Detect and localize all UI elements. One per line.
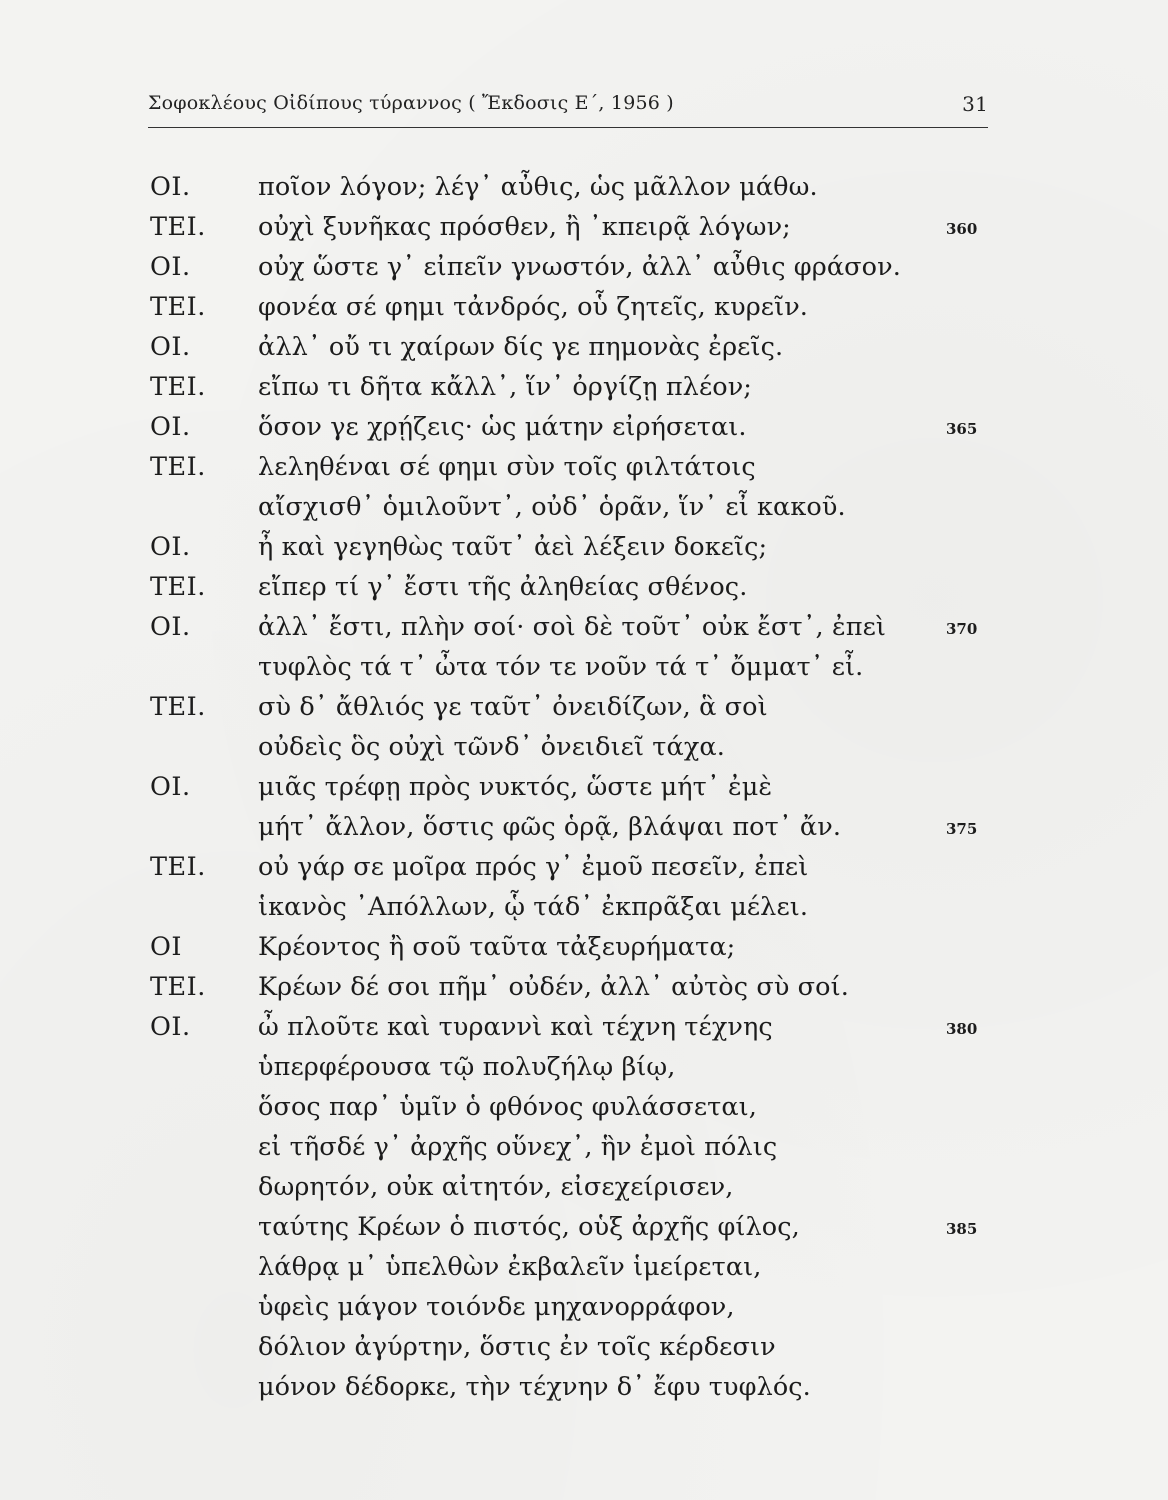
verse-text: ὑπερφέρουσα τῷ πολυζήλῳ βίῳ, — [258, 1052, 676, 1082]
speaker-label: ΤΕΙ. — [150, 572, 206, 602]
speaker-label: ΤΕΙ. — [150, 212, 206, 242]
verse-line — [0, 846, 1168, 888]
speaker-label: ΟΙ. — [150, 252, 191, 282]
verse-text: ὅσος παρ᾽ ὑμῖν ὁ φθόνος φυλάσσεται, — [258, 1092, 757, 1122]
speaker-label: ΟΙ. — [150, 1012, 191, 1042]
verse-text: δόλιον ἀγύρτην, ὅστις ἐν τοῖς κέρδεσιν — [258, 1332, 776, 1362]
verse-line — [0, 1166, 1168, 1208]
speaker-label: ΤΕΙ. — [150, 372, 206, 402]
speaker-label: ΟΙ. — [150, 532, 191, 562]
speaker-label: ΤΕΙ. — [150, 852, 206, 882]
line-number: 370 — [946, 620, 978, 638]
verse-line — [0, 166, 1168, 208]
verse-line — [0, 606, 1168, 648]
speaker-label: ΤΕΙ. — [150, 452, 206, 482]
verse-line — [0, 1126, 1168, 1168]
verse-line — [0, 886, 1168, 928]
verse-text: Κρέοντος ἢ σοῦ ταῦτα τἀξευρήματα; — [258, 932, 736, 962]
verse-text: μόνον δέδορκε, τὴν τέχνην δ᾽ ἔφυ τυφλός. — [258, 1372, 811, 1402]
verse-text: ὅσον γε χρῄζεις· ὡς μάτην εἰρήσεται. — [258, 412, 747, 442]
verse-line — [0, 1046, 1168, 1088]
page-number: 31 — [962, 92, 988, 116]
line-number: 380 — [946, 1020, 978, 1038]
verse-text: λάθρᾳ μ᾽ ὑπελθὼν ἐκβαλεῖν ἱμείρεται, — [258, 1252, 762, 1282]
verse-line — [0, 406, 1168, 448]
verse-line — [0, 486, 1168, 528]
verse-line — [0, 1206, 1168, 1248]
verse-line — [0, 326, 1168, 368]
speaker-label: ΟΙ. — [150, 412, 191, 442]
verse-text: οὐχὶ ξυνῆκας πρόσθεν, ἢ ᾽κπειρᾷ λόγων; — [258, 212, 791, 242]
verse-line — [0, 1006, 1168, 1048]
verse-line — [0, 566, 1168, 608]
verse-line — [0, 806, 1168, 848]
verse-text: ὑφεὶς μάγον τοιόνδε μηχανορράφον, — [258, 1292, 735, 1322]
verse-line — [0, 966, 1168, 1008]
verse-text: ἀλλ᾽ ἔστι, πλὴν σοί· σοὶ δὲ τοῦτ᾽ οὐκ ἔστ᾽, ἐπεὶ — [258, 612, 887, 642]
speaker-label: ΤΕΙ. — [150, 692, 206, 722]
verse-line — [0, 446, 1168, 488]
verse-text: ἀλλ᾽ οὔ τι χαίρων δίς γε πημονὰς ἐρεῖς. — [258, 332, 784, 362]
verse-text: εἴπερ τί γ᾽ ἔστι τῆς ἀληθείας σθένος. — [258, 572, 748, 602]
verse-text: ταύτης Κρέων ὁ πιστός, οὑξ ἀρχῆς φίλος, — [258, 1212, 800, 1242]
speaker-label: ΟΙ. — [150, 612, 191, 642]
speaker-label: ΟΙ. — [150, 172, 191, 202]
verse-line — [0, 766, 1168, 808]
verse-text: λεληθέναι σέ φημι σὺν τοῖς φιλτάτοις — [258, 452, 756, 482]
line-number: 365 — [946, 420, 978, 438]
verse-text: εἰ τῆσδέ γ᾽ ἀρχῆς οὕνεχ᾽, ἣν ἐμοὶ πόλις — [258, 1132, 778, 1162]
verse-text: εἴπω τι δῆτα κἄλλ᾽, ἵν᾽ ὀργίζῃ πλέον; — [258, 372, 753, 402]
verse-text: οὐχ ὥστε γ᾽ εἰπεῖν γνωστόν, ἀλλ᾽ αὖθις φράσον. — [258, 252, 901, 282]
verse-line — [0, 726, 1168, 768]
verse-text: μιᾶς τρέφῃ πρὸς νυκτός, ὥστε μήτ᾽ ἐμὲ — [258, 772, 773, 802]
line-number: 360 — [946, 220, 978, 238]
verse-line — [0, 366, 1168, 408]
verse-line — [0, 1366, 1168, 1408]
verse-text: τυφλὸς τά τ᾽ ὦτα τόν τε νοῦν τά τ᾽ ὄμματ᾽ εἶ. — [258, 652, 864, 682]
verse-line — [0, 926, 1168, 968]
speaker-label: ΟΙ. — [150, 332, 191, 362]
verse-line — [0, 1246, 1168, 1288]
line-number: 385 — [946, 1220, 978, 1238]
verse-text: ποῖον λόγον; λέγ᾽ αὖθις, ὡς μᾶλλον μάθω. — [258, 172, 818, 202]
verse-line — [0, 206, 1168, 248]
verse-line — [0, 286, 1168, 328]
line-number: 375 — [946, 820, 978, 838]
verse-text: Κρέων δέ σοι πῆμ᾽ οὐδέν, ἀλλ᾽ αὐτὸς σὺ σοί. — [258, 972, 849, 1002]
verse-text: ὦ πλοῦτε καὶ τυραννὶ καὶ τέχνη τέχνης — [258, 1012, 773, 1042]
verse-text: οὐ γάρ σε μοῖρα πρός γ᾽ ἐμοῦ πεσεῖν, ἐπεὶ — [258, 852, 809, 882]
verse-text: μήτ᾽ ἄλλον, ὅστις φῶς ὁρᾷ, βλάψαι ποτ᾽ ἄν. — [258, 812, 842, 842]
verse-line — [0, 246, 1168, 288]
speaker-label: ΟΙ. — [150, 772, 191, 802]
verse-line — [0, 1086, 1168, 1128]
verse-text: ἦ καὶ γεγηθὼς ταῦτ᾽ ἀεὶ λέξειν δοκεῖς; — [258, 532, 768, 562]
header-title: Σοφοκλέους Οἰδίπους τύραννος ( Ἔκδοσις Ε΄, 1956 ) — [148, 92, 674, 114]
verse-line — [0, 646, 1168, 688]
verse-text: φονέα σέ φημι τἀνδρός, οὗ ζητεῖς, κυρεῖν. — [258, 292, 809, 322]
verse-text: δωρητόν, οὐκ αἰτητόν, εἰσεχείρισεν, — [258, 1172, 734, 1202]
verse-line — [0, 1286, 1168, 1328]
speaker-label: ΤΕΙ. — [150, 972, 206, 1002]
speaker-label: ΟΙ — [150, 932, 182, 962]
verse-text: σὺ δ᾽ ἄθλιός γε ταῦτ᾽ ὀνειδίζων, ἃ σοὶ — [258, 692, 768, 722]
verse-line — [0, 1326, 1168, 1368]
verse-text: ἱκανὸς ᾽Απόλλων, ᾧ τάδ᾽ ἐκπρᾶξαι μέλει. — [258, 892, 809, 922]
verse-line — [0, 526, 1168, 568]
verse-line — [0, 686, 1168, 728]
speaker-label: ΤΕΙ. — [150, 292, 206, 322]
verse-text: αἴσχισθ᾽ ὁμιλοῦντ᾽, οὐδ᾽ ὁρᾶν, ἵν᾽ εἶ κακοῦ. — [258, 492, 846, 522]
verse-text: οὐδεὶς ὃς οὐχὶ τῶνδ᾽ ὀνειδιεῖ τάχα. — [258, 732, 725, 762]
